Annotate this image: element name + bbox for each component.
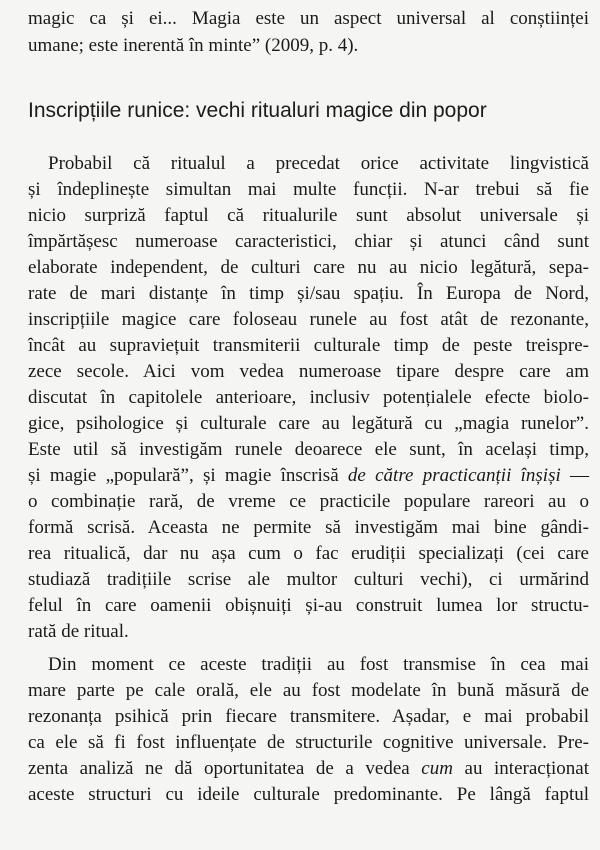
paragraph1-line-2: și îndeplinește simultan mai multe funcții. N-ar trebui să fie (28, 179, 589, 200)
paragraph1-line-19: rată de ritual. (28, 621, 129, 642)
paragraph1-line-5: elaborate independent, de culturi care nu au nicio legătură, sepa- (28, 257, 589, 278)
paragraph2-line-5-part-a: zenta analiză ne dă oportunitatea de a vedea (28, 758, 422, 779)
paragraph2-line-5-emphasis: cum (421, 758, 453, 779)
paragraph1-line-16: rea ritualică, dar nu așa cum o fac erudiții specializați (cei care (28, 543, 589, 564)
paragraph1-line-3: nicio surpriză faptul că ritualurile sunt absolut universale și (28, 205, 589, 226)
paragraph2-line-4: ca ele să fi fost influențate de structurile cognitive universale. Pre- (28, 732, 589, 753)
paragraph2-line-3: rezonanța psihică prin fiecare transmitere. Așadar, e mai probabil (28, 706, 589, 727)
paragraph1-line-12: Este util să investigăm runele deoarece ele sunt, în același timp, (28, 439, 589, 460)
paragraph1-line-1: Probabil că ritualul a precedat orice activitate lingvistică (48, 153, 589, 174)
intro-line-2: umane; este inerentă în minte” (2009, p. 4). (28, 35, 359, 56)
paragraph1-line-18: felul în care oamenii obișnuiți și-au construit lumea lor structu- (28, 595, 589, 616)
paragraph1-line-8: încât au supraviețuit transmiterii culturale timp de peste treispre- (28, 335, 589, 356)
paragraph1-line-11: gice, psihologice și culturale care au legătură cu „magia runelor”. (28, 413, 589, 434)
paragraph2-line-5-part-b: au interacționat (452, 758, 589, 779)
paragraph1-line-13 (28, 463, 589, 489)
paragraph1-line-13-emphasis: de către practicanții înșiși (347, 465, 561, 486)
paragraph1-line-9: zece secole. Aici vom vedea numeroase tipare despre care am (28, 361, 589, 382)
paragraph1-line-6: rate de mari distanțe în timp și/sau spațiu. În Europa de Nord, (28, 283, 589, 304)
paragraph1-line-17: studiază tradițiile scrise ale multor culturi vechi), ci urmărind (28, 569, 589, 590)
paragraph2-line-2: mare parte pe cale orală, ele au fost modelate în bună măsură de (28, 680, 589, 701)
paragraph2-line-6: aceste structuri cu ideile culturale predominante. Pe lângă faptul (28, 784, 589, 805)
paragraph1-line-15: formă scrisă. Aceasta ne permite să investigăm mai bine gândi- (28, 517, 589, 538)
paragraph1-line-13-part-a: și magie „populară”, și magie înscrisă (28, 465, 348, 486)
paragraph2-line-1: Din moment ce aceste tradiții au fost transmise în cea mai (48, 654, 589, 675)
paragraph1-line-13-part-b: — (560, 465, 590, 486)
paragraph2-line-5 (28, 756, 589, 782)
paragraph1-line-7: inscripțiile magice care foloseau runele au fost atât de rezonante, (28, 309, 589, 330)
paragraph1-line-4: împărtășesc numeroase caracteristici, chiar și atunci când sunt (28, 231, 589, 252)
section-heading: Inscripțiile runice: vechi ritualuri magice din popor (28, 99, 487, 122)
paragraph1-line-14: o combinație rară, de vreme ce practicile populare rareori au o (28, 491, 589, 512)
intro-line-1: magic ca și ei... Magia este un aspect universal al conștiinței (28, 8, 589, 29)
paragraph1-line-10: discutat în capitolele anterioare, inclusiv potențialele efecte biolo- (28, 387, 589, 408)
